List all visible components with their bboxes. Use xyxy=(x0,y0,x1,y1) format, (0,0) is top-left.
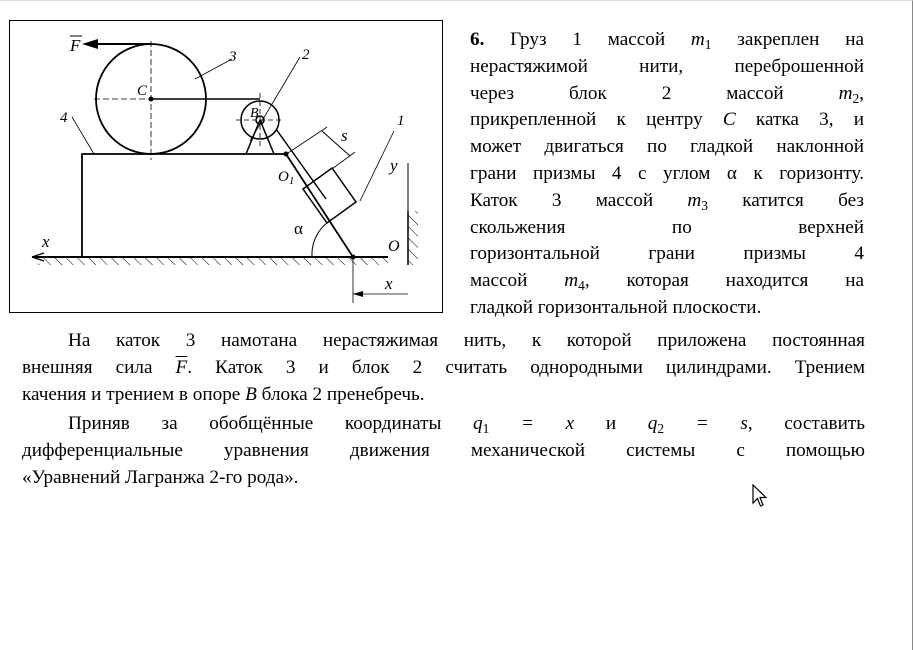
paragraph-2: Приняв за обобщённые координаты $q_1 = x$ и $q_2 = s$, составить дифференциальные уравнения движения механической системы с помощью «Уравнений Лагранжа 2-го рода». xyxy=(22,413,865,488)
problem-number: 6. xyxy=(470,29,485,50)
label-1: 1 xyxy=(397,113,405,129)
statement-line: грани призмы 4 с углом α к горизонту. xyxy=(470,162,864,184)
ground-hatch xyxy=(38,257,388,265)
statement-line: массой $m_4$, которая находится на xyxy=(470,270,864,294)
label-s: s xyxy=(341,126,348,145)
label-y: y xyxy=(390,156,398,175)
label-x-left: x xyxy=(42,232,50,251)
prism-4 xyxy=(82,154,353,257)
problem-statement xyxy=(470,27,864,322)
label-3: 3 xyxy=(229,49,237,65)
weight-1 xyxy=(303,168,356,223)
label-x-bottom: x xyxy=(385,274,393,293)
statement-line: гладкой горизонтальной плоскости. xyxy=(470,296,762,318)
mechanism-diagram xyxy=(10,21,444,314)
force-label: F xyxy=(70,36,81,55)
statement-line: Каток 3 массой $m_3$ катится без xyxy=(470,189,864,213)
mechanism-figure xyxy=(9,20,443,313)
statement-line: скольжения по верхней xyxy=(470,216,864,238)
statement-line: через блок 2 массой $m_2$, xyxy=(470,82,864,106)
label-o: O xyxy=(388,238,400,255)
label-c: C xyxy=(137,83,148,99)
statement-line: прикрепленной к центру C катка 3, и xyxy=(470,109,864,131)
statement-line: горизонтальной грани призмы 4 xyxy=(470,243,864,265)
label-4: 4 xyxy=(60,110,68,126)
label-alpha: α xyxy=(294,219,303,238)
statement-line: нерастяжимой нити, переброшенной xyxy=(470,55,864,77)
paragraph-1: На каток 3 намотана нерастяжимая нить, к которой приложена постоянная внешняя сила $\overline{F}$. Каток 3 и блок 2 считать однородными цилиндрами. Трением качения и трением в опоре B блока 2 пренебречь. xyxy=(22,330,865,405)
statement-line: может двигаться по гладкой наклонной xyxy=(470,136,864,158)
statement-line: 6. Груз 1 массой $m_1$ закреплен на xyxy=(470,29,864,52)
label-b: B xyxy=(250,106,259,121)
label-2: 2 xyxy=(302,47,310,63)
mouse-cursor-icon xyxy=(752,484,768,508)
label-o1: $O_1$ xyxy=(278,169,295,187)
